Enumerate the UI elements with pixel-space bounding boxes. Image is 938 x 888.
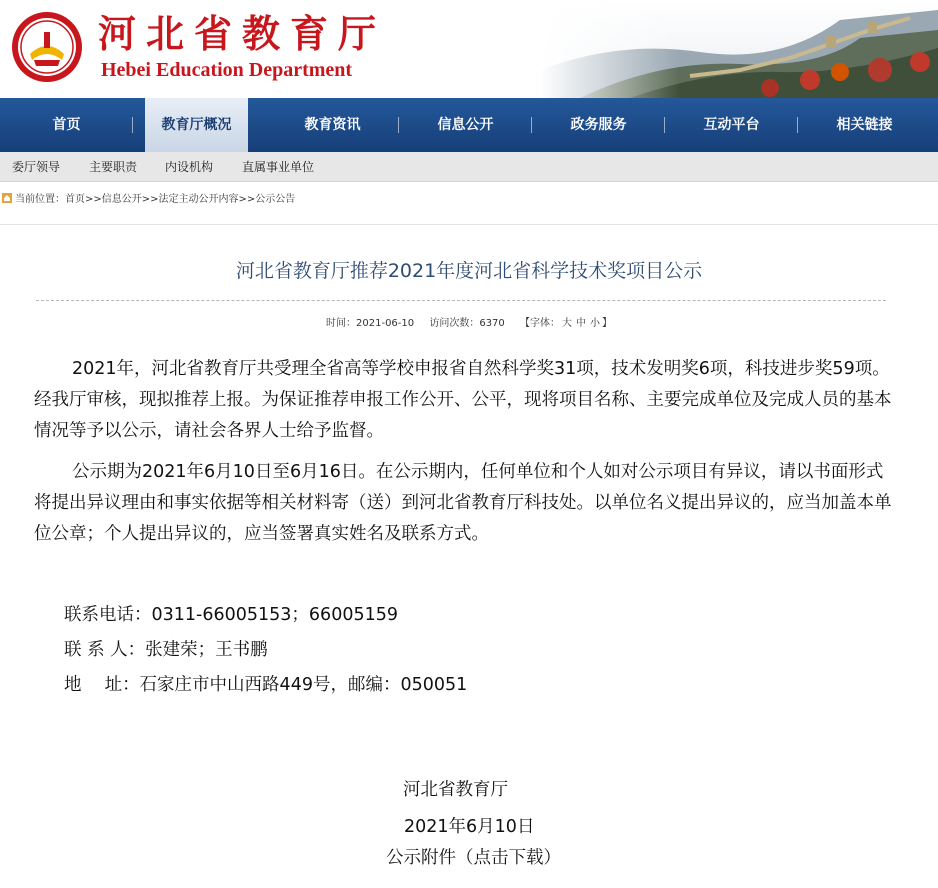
site-header: [0, 0, 938, 98]
contact-person: 联 系 人：张建荣；王书鹏: [64, 640, 268, 660]
nav-item-overview[interactable]: 教育厅概况: [145, 98, 248, 152]
breadcrumb-home[interactable]: 首页: [65, 194, 85, 205]
font-size-small[interactable]: 小: [589, 318, 600, 329]
breadcrumb-info-disclosure[interactable]: 信息公开: [101, 194, 142, 205]
location-icon: [2, 193, 12, 203]
great-wall-banner-image: [540, 0, 938, 98]
sub-nav: [0, 152, 938, 182]
nav-item-info-disclosure[interactable]: 信息公开: [399, 98, 532, 152]
subnav-item-affiliates[interactable]: 直属事业单位: [242, 160, 315, 174]
font-size-medium[interactable]: 中: [575, 318, 586, 329]
breadcrumb-announcements[interactable]: 公示公告: [255, 194, 296, 205]
breadcrumb-separator: >>: [85, 194, 102, 205]
article-title: 河北省教育厅推荐2021年度河北省科学技术奖项目公示: [235, 260, 703, 282]
nav-item-interaction[interactable]: 互动平台: [665, 98, 798, 152]
contact-phone: 联系电话：0311-66005153；66005159: [64, 605, 398, 625]
article-meta: [0, 314, 938, 329]
subnav-item-departments[interactable]: 内设机构: [165, 160, 214, 174]
font-size-large[interactable]: 大: [561, 318, 572, 329]
attachment-download-link[interactable]: 公示附件（点击下载）: [386, 848, 561, 868]
font-size-switcher: 【字体： 大 中 小 】: [519, 318, 612, 329]
site-title-en: Hebei Education Department: [101, 59, 353, 81]
breadcrumb-separator: >>: [141, 194, 159, 205]
nav-item-home[interactable]: 首页: [0, 98, 133, 152]
subnav-item-duties[interactable]: 主要职责: [89, 160, 138, 174]
content-divider: [0, 224, 938, 225]
nav-item-gov-services[interactable]: 政务服务: [532, 98, 665, 152]
breadcrumb-statutory-content[interactable]: 法定主动公开内容: [158, 194, 239, 205]
signature-date: 2021年6月10日: [404, 817, 535, 837]
title-dashed-divider: [36, 300, 886, 301]
article-paragraph-2: 公示期为2021年6月10日至6月16日。在公示期内，任何单位和个人如对公示项目有异议，请以书面形式将提出异议理由和事实依据等相关材料寄（送）到河北省教育厅科技处。以单位名义提出异议的，应当加盖本单位公章；个人提出异议的，应当签署真实姓名及联系方式。: [34, 462, 892, 544]
article-paragraph-1: 2021年，河北省教育厅共受理全省高等学校申报省自然科学奖31项，技术发明奖6项，科技进步奖59项。经我厅审核，现拟推荐上报。为保证推荐申报工作公开、公平，现将项目名称、主要完成单位及完成人员的基本情况等予以公示，请社会各界人士给予监督。: [34, 359, 892, 441]
breadcrumb-prefix: 当前位置：: [15, 194, 65, 205]
site-title-cn: 河北省教育厅: [98, 11, 387, 56]
signature-organization: 河北省教育厅: [403, 780, 508, 800]
breadcrumb-separator: >>: [238, 194, 256, 205]
nav-item-news[interactable]: 教育资讯: [266, 98, 399, 152]
main-nav: [0, 98, 938, 152]
nav-item-links[interactable]: 相关链接: [836, 117, 893, 133]
publish-time: 时间：2021-06-10: [326, 318, 415, 329]
subnav-item-leaders[interactable]: 委厅领导: [12, 160, 61, 174]
contact-address: 地 址：石家庄市中山西路449号，邮编：050051: [64, 675, 468, 695]
breadcrumb: [0, 188, 938, 212]
visit-count: 访问次数：6370: [429, 318, 505, 329]
department-seal-logo[interactable]: [10, 10, 84, 84]
